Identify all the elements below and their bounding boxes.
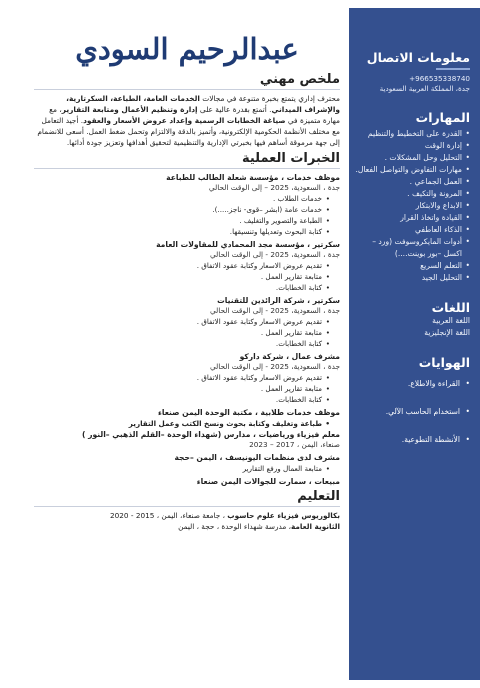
skills-list [355,128,470,284]
contact-underline [436,68,470,70]
job-duty: • طباعة وتغليف وكتابة بحوث ونسخ الكتب وعمل التقارير [34,418,330,429]
job-meta: جدة ، السعودية، 2025 – إلى الوقت الحالي [208,183,340,192]
summary-text [34,93,340,148]
skill-item: • مهارات التفاوض والتواصل الفعال. [355,164,470,176]
job-title: مبيعات ، سمارت للجوالات اليمن صنعاء [196,477,340,486]
summary-heading: ملخص مهني [259,72,340,87]
education-heading: التعليم [297,489,340,504]
contact-heading: معلومات الاتصال [366,50,470,65]
job-entry [34,429,340,450]
skill-item: • إدارة الوقت [355,140,470,152]
job-duty: • متابعة تقارير العمل . [34,383,330,394]
job-duty: • متابعة العمال ورفع التقارير [34,463,330,474]
job-title: مشرف عمال ، شركة داركو [239,352,340,361]
education-school [34,521,340,532]
job-duties [34,260,330,293]
summary-bold: صياغة الخطابات الرسمية وإعداد عروض الأسعار والعقود [83,116,286,125]
skill-item: • أدوات المايكروسوفت (ورد –اكسل –بور بوينت....) [355,236,470,260]
job-title: معلم فيزياء ورياضيات ، مدارس (شهداء الوحدة –القلم الذهبي –النور ) [82,430,340,439]
skill-item: • الذكاء العاطفي [355,224,470,236]
hobbies-list [355,378,470,446]
education-rule [34,506,340,507]
job-duty: • الطباعة والتصوير والتغليف . [34,215,330,226]
skill-item: • المرونة والتكيف . [355,188,470,200]
candidate-name: عبدالرحيم السودي [75,32,299,66]
language-item: اللغة الإنجليزية [424,328,470,337]
hobbies-heading: الهوايات [418,355,470,370]
job-duty: • تقديم عروض الاسعار وكتابة عقود الاتفاق . [34,372,330,383]
job-title: موظف خدمات طلابية ، مكتبة الوحدة اليمن صنعاء [158,408,340,417]
job-entry [34,407,340,429]
job-entry [34,452,340,474]
summary-part: . أتمتع بقدرة عالية على [197,105,272,114]
summary-bold: إدارة وتنظيم الأعمال ومتابعة التقارير [61,105,198,114]
job-duty: • كتابة الخطابات. [34,338,330,349]
job-duty: • كتابة البحوث وتعديلها وتنسيقها. [34,226,330,237]
skill-item: • العمل الجماعي . [355,176,470,188]
skill-item: • التحليل وحل المشكلات . [355,152,470,164]
job-duties [34,418,330,429]
summary-bold: الخدمات العامة، الطباعة، السكرتارية، والإشراف الميداني [66,94,340,114]
skill-item: • القدرة على التخطيط والتنظيم [355,128,470,140]
skill-item: • التعلم السريع [355,260,470,272]
degree-name: بكالوريوس فيزياء علوم حاسوب [227,511,340,520]
job-duties [34,193,330,237]
job-title: مشرف لدى منظمات اليونيسف ، اليمن –حجة [174,453,340,462]
job-duties [34,372,330,405]
skill-item: • التحليل الجيد [355,272,470,284]
job-meta: جدة ، السعودية، 2025 - إلى الوقت الحالي [209,362,340,371]
job-title: موظف خدمات ، مؤسسة شعلة الطالب للطباعة [166,173,340,182]
skill-item: • القيادة واتخاذ القرار [355,212,470,224]
main-content [34,8,340,532]
job-duties [34,463,330,474]
job-duty: • خدمات عامة (ابشر –قوى- ناجز.....). [34,204,330,215]
job-entry [34,351,340,405]
school-level: الثانوية العامة [290,522,340,531]
skills-heading: المهارات [415,110,470,125]
job-title: سكرتير ، شركة الرائدين للتقنيات [217,296,340,305]
job-duty: • تقديم عروض الاسعار وكتابة عقود الاتفاق . [34,260,330,271]
skill-item: • الابداع والابتكار [355,200,470,212]
job-meta: جدة ، السعودية، 2025 - إلى الوقت الحالي [209,306,340,315]
job-entry [34,239,340,293]
sidebar [349,8,480,680]
degree-details: ، جامعة صنعاء، اليمن ، 2015 - 2020 [109,511,228,520]
summary-rule [34,89,340,90]
phone-number: +966535338740 [409,74,470,83]
summary-part: محترف إداري يتمتع بخبرة متنوعة في مجالات [199,94,340,103]
experience-heading: الخبرات العملية [241,151,340,166]
location-text: جدة، المملكة العربية السعودية [379,84,470,93]
job-entry [34,295,340,349]
school-details: ، مدرسة شهداء الوحدة ، حجة ، اليمن [178,522,291,531]
job-duty: • خدمات الطلاب . [34,193,330,204]
experience-rule [34,168,340,169]
job-duty: • كتابة الخطابات. [34,394,330,405]
hobby-item: • القراءة والاطلاع. [355,378,470,390]
job-meta: جدة ، السعودية، 2025 - إلى الوقت الحالي [209,250,340,259]
hobby-item: • استخدام الحاسب الآلي. [355,406,470,418]
education-degree [34,510,340,521]
job-duties [34,316,330,349]
job-duty: • متابعة تقارير العمل . [34,327,330,338]
job-duty: • متابعة تقارير العمل . [34,271,330,282]
job-duty: • كتابة الخطابات. [34,282,330,293]
language-item: اللغة العربية [432,316,470,325]
job-duty: • تقديم عروض الاسعار وكتابة عقود الاتفاق . [34,316,330,327]
job-title: سكرتير ، مؤسسة مجد المحمادي للمقاولات العامة [156,240,340,249]
summary-part: . أجيد التعامل مع مختلف الأنظمة الحكومية الإلكترونية، وأتميز بالدقة والالتزام وتحمل ضغط العمل. أسعى للانضمام إلى جهة مرموقة أساهم فيها بخبرتي الإدارية والتنظيمية لتحقيق أهدافها وتعزيز جودة أدائها. [37,116,340,147]
job-meta: صنعاء، اليمن ، 2017 – 2023 [249,440,340,449]
hobby-item: • الأنشطة التطوعية. [355,434,470,446]
languages-heading: اللغات [431,300,470,315]
job-entry [34,476,340,487]
summary-part: ، مع مهارة متميزة في [49,105,340,125]
job-entry [34,172,340,237]
